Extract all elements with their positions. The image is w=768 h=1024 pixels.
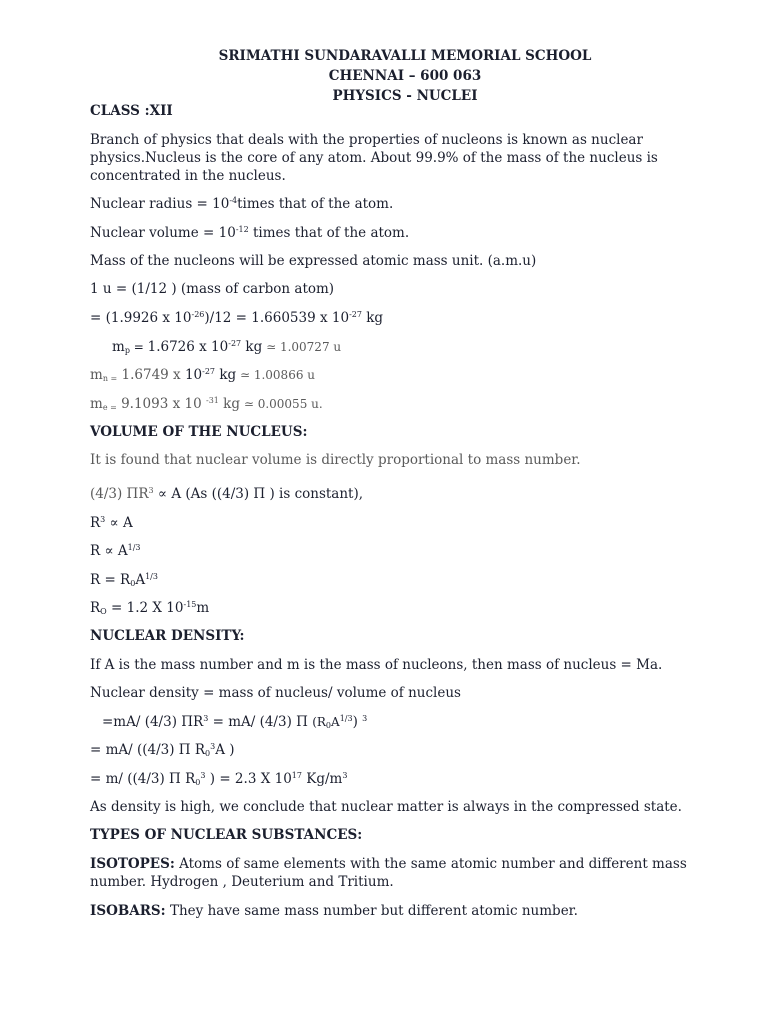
- volume-heading: VOLUME OF THE NUCLEUS:: [90, 424, 308, 440]
- class-label: CLASS :XII: [90, 103, 173, 119]
- volume-equation-2: $R^3 \propto A$: [90, 515, 133, 531]
- subject-title: PHYSICS - NUCLEI: [332, 88, 478, 104]
- amu-definition: 1 u = (1/12 ) (mass of carbon atom): [90, 281, 335, 297]
- density-heading: NUCLEAR DENSITY:: [90, 628, 245, 644]
- density-equation-3: = m/ ((4/3) Π $R_0^3$ ) = 2.3 X $10^{17}$ $Kg/m^3$: [90, 771, 348, 787]
- school-city: CHENNAI – 600 063: [328, 68, 482, 84]
- nuclear-volume-line: Nuclear volume = $10^{-12}$ times that of the atom.: [90, 225, 410, 241]
- density-equation-2: = mA/ ((4/3) Π $R_0^3A$ ): [90, 742, 235, 758]
- nuclear-radius-line: Nuclear radius = $10^{-4}times$ that of the atom.: [90, 196, 394, 212]
- volume-equation-5: $R_O = 1.2$ X $10^{-15}m$: [90, 600, 210, 616]
- amu-value: = (1.9926 x $10^{-26})/12 = 1.660539$ x $10^{-27}$ kg: [90, 310, 384, 326]
- proton-mass: $m_p = 1.6726$ x $10^{-27}$ kg ≃ 1.00727 u: [112, 339, 342, 355]
- isobars-label: ISOBARS:: [90, 903, 166, 919]
- volume-equation-4: $R = R_0A^{1/3}$: [90, 572, 158, 588]
- neutron-mass: $m_{n =}$ 1.6749 x $10^{-27}$ kg ≃ 1.00866 u: [90, 367, 316, 383]
- school-name: SRIMATHI SUNDARAVALLI MEMORIAL SCHOOL: [218, 48, 592, 64]
- types-heading: TYPES OF NUCLEAR SUBSTANCES:: [90, 827, 363, 843]
- density-definition: Nuclear density = mass of nucleus/ volume of nucleus: [90, 685, 461, 701]
- volume-equation-3: $R \propto A^{1/3}$: [90, 543, 141, 559]
- volume-text: It is found that nuclear volume is directly proportional to mass number.: [90, 452, 581, 468]
- isobars-line: ISOBARS: They have same mass number but different atomic number.: [90, 903, 578, 919]
- intro-paragraph: Branch of physics that deals with the properties of nucleons is known as nuclear physics.Nucleus is the core of any atom. About 99.9% of the mass of the nucleus is concentrated in the nucleus.: [90, 132, 658, 184]
- electron-mass: $m_{e =}$ 9.1093 x 10 $^{-31}$ kg ≃ 0.00055 u.: [90, 396, 323, 412]
- density-text: If A is the mass number and m is the mass of nucleons, then mass of nucleus = Ma.: [90, 657, 663, 673]
- mass-unit-line: Mass of the nucleons will be expressed atomic mass unit. (a.m.u): [90, 253, 537, 269]
- volume-equation-1: (4/3) $\Pi R^3 \propto A$ (As ((4/3) Π ) is constant),: [90, 486, 364, 502]
- document-header: [0, 46, 768, 106]
- isotopes-label: ISOTOPES:: [90, 856, 175, 872]
- density-conclusion: As density is high, we conclude that nuclear matter is always in the compressed state.: [90, 799, 682, 815]
- isotopes-paragraph: ISOTOPES: Atoms of same elements with the same atomic number and different mass number. Hydrogen , Deuterium and Tritium.: [90, 856, 687, 890]
- density-equation-1: =mA/ (4/3) $\Pi R^3 = mA/$ (4/3) Π $(R_0A^{1/3})$ $^3$: [102, 714, 368, 730]
